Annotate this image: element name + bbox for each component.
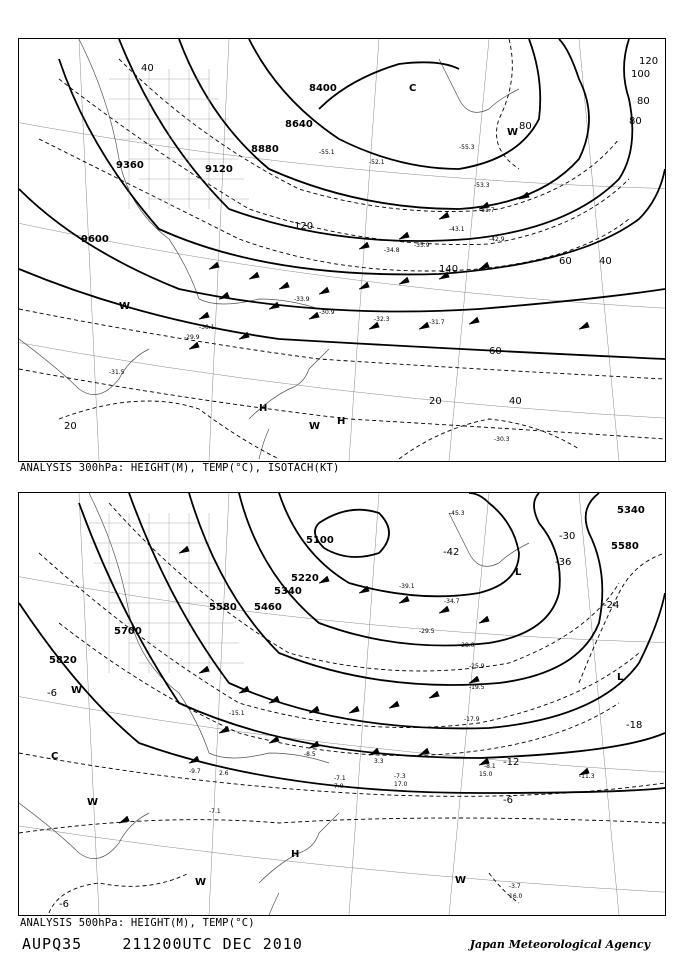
temp-label: -55.1 [319, 149, 335, 156]
temp-label: -29.9 [184, 334, 200, 341]
isotach-label: 60 [489, 346, 502, 357]
isotach-label: 80 [637, 96, 650, 107]
station-label: -39.1 [399, 583, 415, 590]
center-label: W [119, 301, 131, 312]
temp-contour-labels-500 [47, 531, 642, 910]
shading-300 [109, 69, 249, 209]
temp-label: -30.1 [199, 324, 215, 331]
height-labels-500 [49, 505, 645, 666]
temp-contour-label: -24 [603, 600, 620, 611]
isotach-label: 80 [629, 116, 642, 127]
center-label: H [291, 849, 300, 860]
isotach-label: 120 [294, 221, 314, 232]
station-label: -11.3 [579, 773, 595, 780]
temp-label: -31.5 [109, 369, 125, 376]
temp-label: -33.9 [294, 296, 310, 303]
station-label: 7.0 [334, 783, 344, 790]
temp-label: -34.8 [384, 247, 400, 254]
temp-contour-label: -6 [59, 899, 69, 910]
isotach-label: 120 [639, 56, 659, 67]
temp-contour-label: -18 [626, 720, 643, 731]
height-label: 5700 [114, 626, 142, 637]
center-label: W [87, 797, 99, 808]
temp-contour-label: -36 [555, 557, 572, 568]
temp-label: -55.3 [459, 144, 475, 151]
station-label: -7.3 [394, 773, 406, 780]
map-300hpa [19, 39, 665, 461]
station-label: 3.3 [374, 758, 384, 765]
analysis-datetime: 211200UTC DEC 2010 [122, 935, 303, 953]
temp-label: -42.9 [489, 236, 505, 243]
center-label: C [409, 83, 417, 94]
caption-300hpa: ANALYSIS 300hPa: HEIGHT(M), TEMP(°C), ISOTACH(KT) [20, 462, 340, 474]
temp-label: -30.3 [494, 436, 510, 443]
pressure-centers-500 [51, 567, 624, 888]
height-label: 5580 [611, 541, 639, 552]
height-label: 5100 [306, 535, 334, 546]
chart-300hpa [18, 38, 666, 462]
station-label: -8.1 [484, 763, 496, 770]
height-label: 9120 [205, 164, 233, 175]
center-label: W [71, 685, 83, 696]
dashed-contours-300 [19, 39, 665, 459]
agency-name: Japan Meteorological Agency [469, 938, 650, 951]
temp-label: -30.9 [319, 309, 335, 316]
caption-500hpa: ANALYSIS 500hPa: HEIGHT(M), TEMP(°C) [20, 917, 255, 929]
isotach-label: 20 [429, 396, 442, 407]
center-label: L [617, 672, 624, 683]
temp-label: -53.3 [474, 182, 490, 189]
center-label: W [507, 127, 519, 138]
station-label: -7.1 [209, 808, 221, 815]
center-label: W [309, 421, 321, 432]
temp-label: -32.3 [374, 316, 390, 323]
center-label: L [515, 567, 522, 578]
height-contours-300 [19, 39, 665, 359]
height-label: 5460 [254, 602, 282, 613]
temp-contour-label: -30 [559, 531, 576, 542]
temp-contour-label: -12 [503, 757, 520, 768]
station-label: -8.5 [304, 751, 316, 758]
height-label: 8880 [251, 144, 279, 155]
station-label: 2.6 [219, 770, 229, 777]
station-label: -3.7 [509, 883, 521, 890]
chart-id: AUPQ35 [22, 935, 83, 953]
wind-barbs-500 [119, 546, 589, 823]
height-label: 5220 [291, 573, 319, 584]
isotach-label: 40 [141, 63, 154, 74]
isotach-label: 40 [599, 256, 612, 267]
station-label: 16.0 [509, 893, 523, 900]
temp-label: -31.7 [429, 319, 445, 326]
temp-contour-label: -6 [503, 795, 513, 806]
station-label: -45.3 [449, 510, 465, 517]
center-label: W [455, 875, 467, 886]
center-label: W [195, 877, 207, 888]
isotach-label: 80 [519, 121, 532, 132]
temp-contour-label: -42 [443, 547, 460, 558]
center-label: H [259, 403, 268, 414]
shading-500 [89, 513, 244, 673]
chart-id-and-datetime [22, 935, 303, 953]
isotach-label: 60 [559, 256, 572, 267]
isotach-label: 20 [64, 421, 77, 432]
station-label: 15.0 [479, 771, 493, 778]
station-labels-500 [189, 510, 595, 900]
station-label: 17.0 [394, 781, 408, 788]
station-label: -7.1 [334, 775, 346, 782]
temp-label: -35.9 [414, 242, 430, 249]
height-label: 5580 [209, 602, 237, 613]
pressure-centers-300 [119, 83, 518, 432]
temp-label: -51.7 [479, 207, 495, 214]
height-label: 8640 [285, 119, 313, 130]
station-label: -17.9 [464, 716, 480, 723]
center-label: C [51, 751, 59, 762]
isotach-label: 40 [509, 396, 522, 407]
graticule-300 [19, 39, 665, 461]
station-label: -15.1 [229, 710, 245, 717]
temp-label: -52.1 [369, 159, 385, 166]
station-label: -28.0 [459, 642, 475, 649]
station-label: -29.5 [419, 628, 435, 635]
height-label: 5340 [274, 586, 302, 597]
height-label: 5340 [617, 505, 645, 516]
temp-label: -43.1 [449, 226, 465, 233]
map-500hpa [19, 493, 665, 915]
temp-contour-label: -6 [47, 688, 57, 699]
height-label: 9360 [116, 160, 144, 171]
station-label: -19.5 [469, 684, 485, 691]
station-label: -34.7 [444, 598, 460, 605]
station-label: -9.7 [189, 768, 201, 775]
isotach-label: 140 [439, 264, 459, 275]
station-label: -25.9 [469, 663, 485, 670]
height-label: 9600 [81, 234, 109, 245]
isotach-labels-300 [64, 56, 658, 432]
height-label: 8400 [309, 83, 337, 94]
height-label: 5820 [49, 655, 77, 666]
center-label: H [337, 416, 346, 427]
chart-500hpa [18, 492, 666, 916]
isotach-label: 100 [631, 69, 651, 80]
